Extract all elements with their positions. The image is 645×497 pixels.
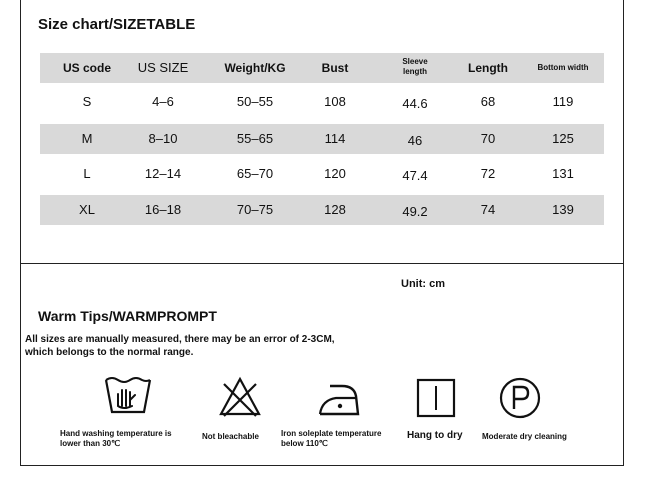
care-label-line: lower than 30℃	[60, 439, 121, 448]
table-row	[40, 124, 604, 154]
unit-label: Unit: cm	[401, 278, 445, 290]
hand-wash-label	[60, 429, 172, 449]
table-cell: 4–6	[152, 94, 174, 109]
hand-wash-icon	[104, 376, 152, 418]
header-length: Length	[468, 61, 508, 75]
table-cell: S	[82, 94, 92, 109]
header-weight: Weight/KG	[224, 61, 286, 75]
table-row	[40, 159, 604, 189]
table-cell: 131	[552, 166, 574, 181]
table-cell: L	[83, 166, 91, 181]
measurement-note	[25, 333, 335, 359]
table-cell: 70	[480, 131, 496, 146]
table-cell: 74	[480, 202, 496, 217]
care-label-line: Iron soleplate temperature	[281, 429, 382, 438]
measurement-note-line: All sizes are manually measured, there may be an error of 2-3CM,	[25, 334, 335, 345]
table-cell: 128	[324, 202, 346, 217]
page-title: Size chart/SIZETABLE	[38, 16, 196, 33]
table-cell: 16–18	[144, 202, 182, 217]
hang-dry-label: Hang to dry	[407, 430, 463, 441]
header-sleeve-length: Sleeve length	[402, 57, 428, 76]
table-cell: 49.2	[402, 204, 428, 219]
table-cell: 125	[552, 131, 574, 146]
dry-clean-label: Moderate dry cleaning	[482, 432, 567, 441]
table-cell: 139	[552, 202, 574, 217]
table-row	[40, 87, 604, 117]
no-bleach-icon	[218, 376, 262, 418]
table-cell: 108	[324, 94, 346, 109]
table-cell: 72	[480, 166, 496, 181]
hang-dry-icon	[416, 378, 456, 418]
table-header-row	[40, 53, 604, 83]
warm-tips-title: Warm Tips/WARMPROMPT	[38, 308, 217, 324]
table-cell: 46	[407, 133, 423, 148]
table-cell: XL	[79, 202, 95, 217]
table-cell: 114	[324, 131, 346, 146]
table-cell: 47.4	[402, 168, 428, 183]
table-row	[40, 195, 604, 225]
table-cell: M	[81, 131, 93, 146]
table-cell: 55–65	[236, 131, 274, 146]
table-cell: 12–14	[144, 166, 182, 181]
care-label-line: below 110℃	[281, 439, 328, 448]
table-cell: 120	[324, 166, 346, 181]
table-cell: 119	[552, 94, 574, 109]
header-us-size: US SIZE	[137, 60, 189, 75]
table-cell: 65–70	[236, 166, 274, 181]
table-cell: 50–55	[236, 94, 274, 109]
table-cell: 70–75	[236, 202, 274, 217]
measurement-note-line: which belongs to the normal range.	[25, 347, 194, 358]
header-bust: Bust	[321, 61, 349, 75]
iron-icon	[316, 378, 362, 418]
header-bottom-width: Bottom width	[537, 63, 589, 72]
table-cell: 68	[480, 94, 496, 109]
dry-clean-icon	[498, 376, 542, 420]
no-bleach-label: Not bleachable	[202, 432, 259, 441]
table-cell: 8–10	[148, 131, 178, 146]
header-us-code: US code	[62, 61, 111, 75]
iron-label	[281, 429, 381, 449]
table-cell: 44.6	[402, 96, 428, 111]
care-label-line: Hand washing temperature is	[60, 429, 172, 438]
